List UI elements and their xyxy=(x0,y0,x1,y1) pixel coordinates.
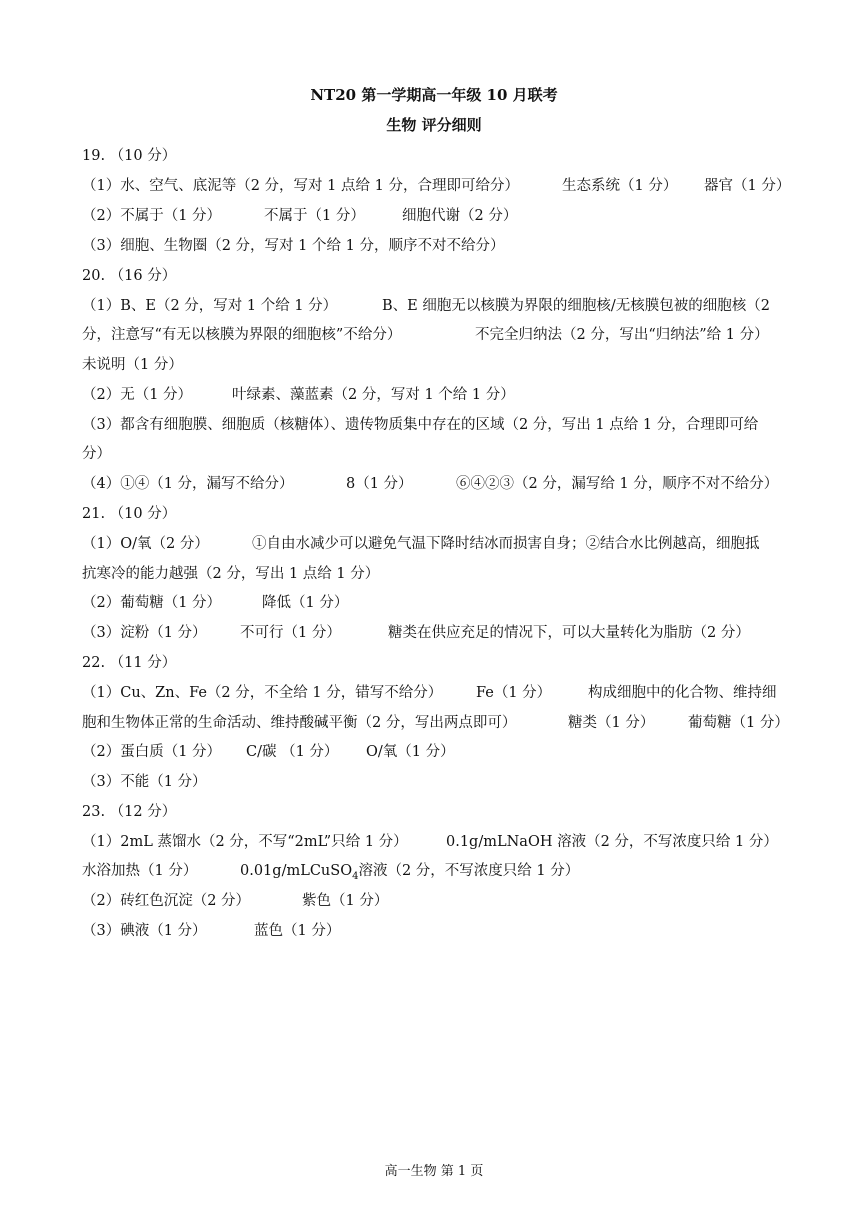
q23-answer-1-line2 xyxy=(82,859,792,880)
q20-answer-1-line2 xyxy=(82,323,792,344)
q23-1d-subscript: 4 xyxy=(352,870,359,882)
q21-answer-3 xyxy=(82,621,792,642)
q20-answer-2 xyxy=(82,383,792,404)
q21-answer-1-line1 xyxy=(82,532,792,553)
q19-1c: 器官（1 分） xyxy=(704,178,791,194)
q20-1c: 分，注意写“有无以核膜为界限的细胞核”不给分） xyxy=(82,327,402,343)
q19-2c: 细胞代谢（2 分） xyxy=(402,208,518,224)
q23-1b: 0.1g/mLNaOH 溶液（2 分，不写浓度只给 1 分） xyxy=(446,834,778,850)
q20-answer-1-line3: 未说明（1 分） xyxy=(82,357,183,373)
q23-answer-2 xyxy=(82,889,792,910)
question-23-heading: 23. （12 分） xyxy=(82,804,177,820)
q20-answer-1-line1 xyxy=(82,294,792,315)
q20-2b: 叶绿素、藻蓝素（2 分，写对 1 个给 1 分） xyxy=(232,387,515,403)
q19-2a: （2）不属于（1 分） xyxy=(82,208,222,224)
q21-3b: 不可行（1 分） xyxy=(240,625,341,641)
q20-answer-3-line2: 分） xyxy=(82,446,111,462)
question-19-heading: 19. （10 分） xyxy=(82,148,177,164)
q21-answer-2 xyxy=(82,591,792,612)
q20-answer-3-line1: （3）都含有细胞膜、细胞质（核糖体）、遗传物质集中存在的区域（2 分，写出 1 点给 1 分，合理即可给 xyxy=(82,417,759,433)
q23-2a: （2）砖红色沉淀（2 分） xyxy=(82,893,251,909)
q23-answer-1-line1 xyxy=(82,830,792,851)
q23-1d xyxy=(240,859,579,882)
q23-3a: （3）碘液（1 分） xyxy=(82,923,207,939)
q22-2c: O/氧（1 分） xyxy=(366,744,455,760)
q22-answer-1-line2 xyxy=(82,711,792,732)
q22-1f: 葡萄糖（1 分） xyxy=(688,715,789,731)
page-footer: 高一生物 第 1 页 xyxy=(384,1164,484,1179)
q22-1a: （1）Cu、Zn、Fe（2 分，不全给 1 分，错写不给分） xyxy=(82,685,443,701)
question-20-heading: 20. （16 分） xyxy=(82,268,177,284)
q23-1a: （1）2mL 蒸馏水（2 分，不写“2mL”只给 1 分） xyxy=(82,834,408,850)
q19-answer-1 xyxy=(82,174,792,195)
q20-1b: B、E 细胞无以核膜为界限的细胞核/无核膜包被的细胞核（2 xyxy=(382,298,770,314)
question-21-heading: 21. （10 分） xyxy=(82,506,177,522)
q22-2b: C/碳 （1 分） xyxy=(246,744,339,760)
q20-2a: （2）无（1 分） xyxy=(82,387,193,403)
q23-1d-formula: 0.01g/mLCuSO xyxy=(240,863,353,879)
q22-2a: （2）蛋白质（1 分） xyxy=(82,744,222,760)
q23-answer-3 xyxy=(82,919,792,940)
q20-answer-4 xyxy=(82,472,792,493)
q20-1d: 不完全归纳法（2 分，写出“归纳法”给 1 分） xyxy=(475,327,769,343)
q23-1c: 水浴加热（1 分） xyxy=(82,863,198,879)
q21-2a: （2）葡萄糖（1 分） xyxy=(82,595,222,611)
q22-answer-1-line1 xyxy=(82,681,792,702)
q20-4a: （4）①④（1 分，漏写不给分） xyxy=(82,476,294,492)
q21-3a: （3）淀粉（1 分） xyxy=(82,625,207,641)
q21-1b: ①自由水减少可以避免气温下降时结冰而损害自身；②结合水比例越高，细胞抵 xyxy=(252,536,760,552)
page-subtitle: 生物 评分细则 xyxy=(386,116,482,134)
q20-1a: （1）B、E（2 分，写对 1 个给 1 分） xyxy=(82,298,338,314)
q23-2b: 紫色（1 分） xyxy=(302,893,389,909)
q19-answer-3: （3）细胞、生物圈（2 分，写对 1 个给 1 分，顺序不对不给分） xyxy=(82,238,505,254)
q22-answer-2 xyxy=(82,740,792,761)
q20-4b: 8（1 分） xyxy=(346,476,413,492)
q23-1d-rest: 溶液（2 分，不写浓度只给 1 分） xyxy=(358,863,580,879)
q20-4c: ⑥④②③（2 分，漏写给 1 分，顺序不对不给分） xyxy=(456,476,779,492)
q19-2b: 不属于（1 分） xyxy=(264,208,365,224)
q21-3c: 糖类在供应充足的情况下，可以大量转化为脂肪（2 分） xyxy=(388,625,750,641)
q19-answer-2 xyxy=(82,204,792,225)
page-title: NT20 第一学期高一年级 10 月联考 xyxy=(310,86,558,104)
q22-1d: 胞和生物体正常的生命活动、维持酸碱平衡（2 分，写出两点即可） xyxy=(82,715,517,731)
q22-1e: 糖类（1 分） xyxy=(568,715,655,731)
q21-answer-1-line2: 抗寒冷的能力越强（2 分，写出 1 点给 1 分） xyxy=(82,566,380,582)
q21-1a: （1）O/氧（2 分） xyxy=(82,536,209,552)
q21-2b: 降低（1 分） xyxy=(262,595,349,611)
q23-3b: 蓝色（1 分） xyxy=(254,923,341,939)
q19-1a: （1）水、空气、底泥等（2 分，写对 1 点给 1 分，合理即可给分） xyxy=(82,178,519,194)
q19-1b: 生态系统（1 分） xyxy=(562,178,678,194)
q22-1c: 构成细胞中的化合物、维持细 xyxy=(588,685,777,701)
question-22-heading: 22. （11 分） xyxy=(82,655,177,671)
q22-1b: Fe（1 分） xyxy=(476,685,552,701)
q22-answer-3: （3）不能（1 分） xyxy=(82,774,207,790)
